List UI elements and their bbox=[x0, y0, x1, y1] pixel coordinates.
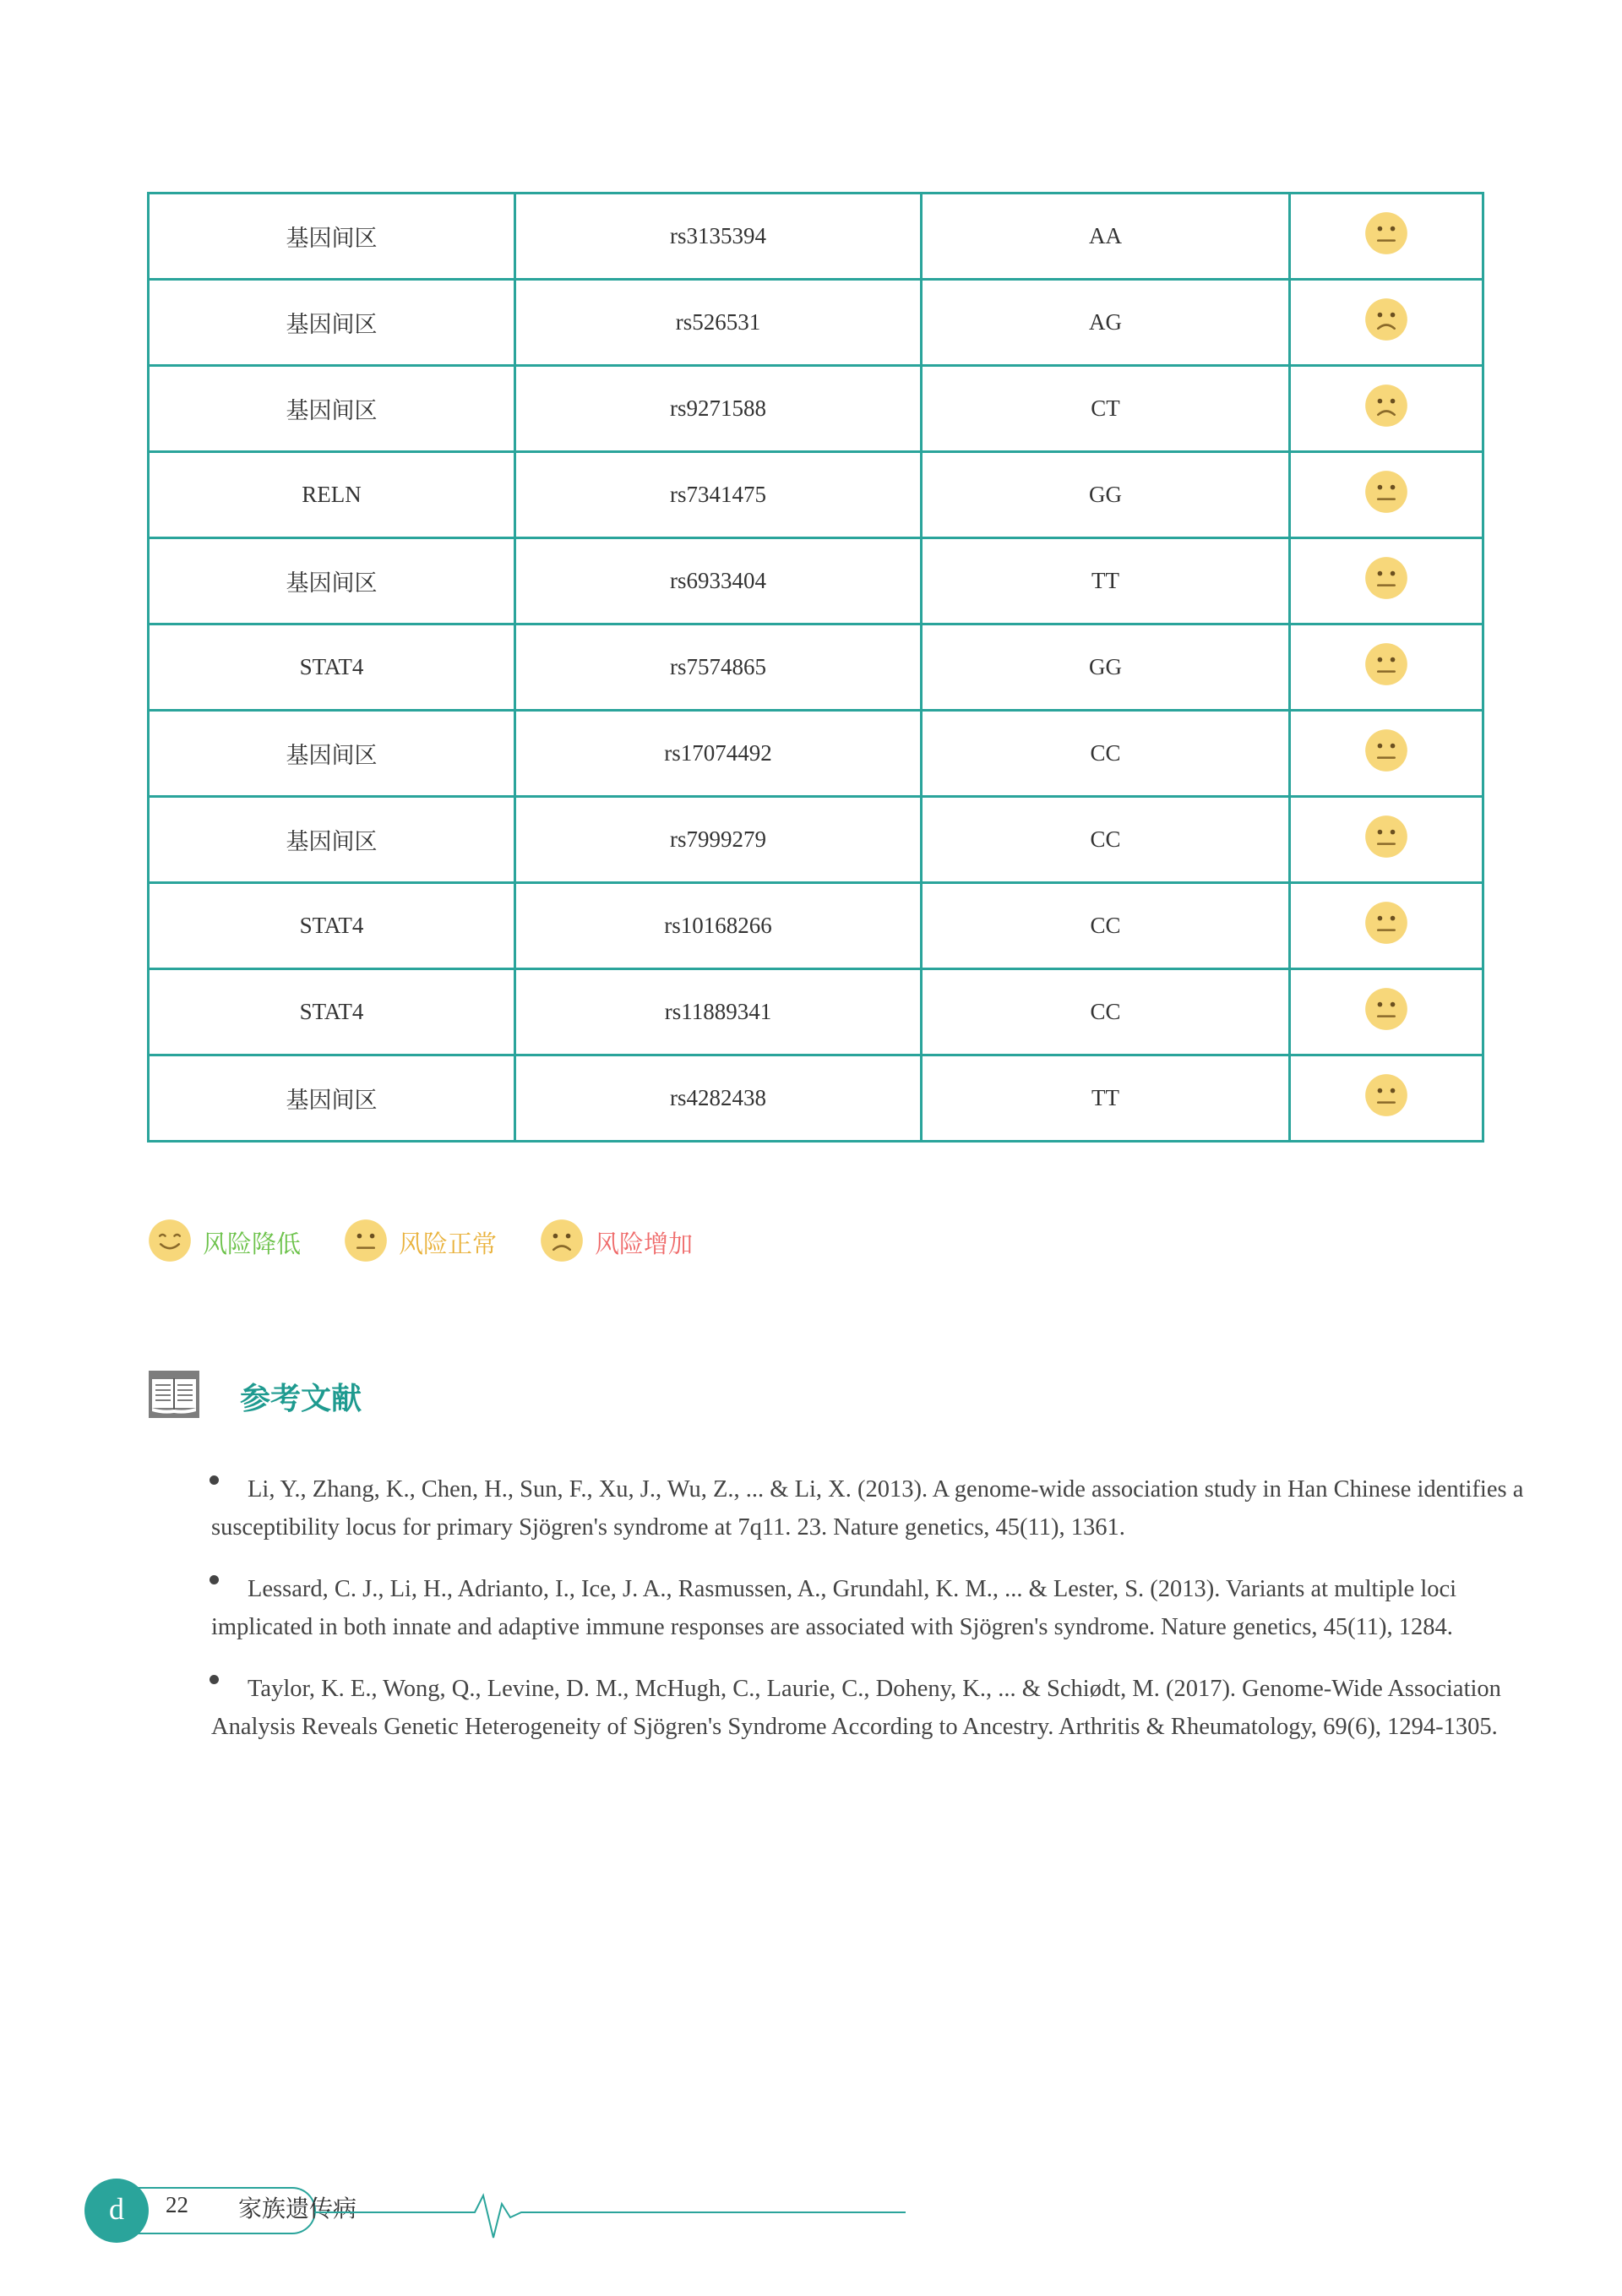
bullet-icon bbox=[210, 1475, 219, 1485]
genotype-cell: TT bbox=[922, 1055, 1290, 1142]
table-row bbox=[149, 1055, 1483, 1142]
risk-cell bbox=[1290, 452, 1483, 538]
snp-table-body bbox=[149, 194, 1483, 1142]
gene-name: 基因间区 bbox=[286, 1088, 378, 1114]
gene-cell bbox=[149, 366, 515, 452]
gene-name: 基因间区 bbox=[286, 743, 378, 769]
genotype-cell: CC bbox=[922, 711, 1290, 797]
neutral-face-icon bbox=[1363, 641, 1409, 693]
snp-id-cell: rs4282438 bbox=[515, 1055, 922, 1142]
footer-badge: d bbox=[84, 2179, 149, 2243]
references-header bbox=[149, 1371, 362, 1422]
snp-id-cell: rs10168266 bbox=[515, 883, 922, 969]
reference-text: Li, Y., Zhang, K., Chen, H., Sun, F., Xu, J., Wu, Z., ... & Li, X. (2013). A genome-wide association study in Han Chinese identifies a susceptibility locus for primary Sjögren's syndrome at 7q11. 23. Nature genetics, 45(11), 1361. bbox=[211, 1476, 1524, 1541]
book-icon bbox=[149, 1371, 199, 1422]
legend-label-high: 风险增加 bbox=[595, 1229, 694, 1258]
risk-legend bbox=[147, 1217, 735, 1268]
gene-name: 基因间区 bbox=[286, 312, 378, 338]
genotype-cell: AA bbox=[922, 194, 1290, 280]
gene-cell bbox=[149, 624, 515, 711]
risk-cell bbox=[1290, 883, 1483, 969]
gene-cell bbox=[149, 280, 515, 366]
bullet-icon bbox=[210, 1675, 219, 1684]
gene-name: STAT4 bbox=[299, 913, 364, 938]
page-number: 22 bbox=[166, 2192, 188, 2217]
gene-cell bbox=[149, 797, 515, 883]
table-row bbox=[149, 452, 1483, 538]
neutral-face-icon bbox=[1363, 210, 1409, 262]
genotype-cell: CC bbox=[922, 883, 1290, 969]
sad-face-icon bbox=[539, 1218, 585, 1268]
gene-cell bbox=[149, 1055, 515, 1142]
legend-item-high bbox=[539, 1218, 693, 1268]
table-row bbox=[149, 538, 1483, 624]
page-footer bbox=[84, 2179, 845, 2246]
reference-text: Lessard, C. J., Li, H., Adrianto, I., Ice, J. A., Rasmussen, A., Grundahl, K. M., ... & Lester, S. (2013). Variants at multiple loci implicated in both innate and adaptive immune responses are associated with Sjögren's syndrome. Nature genetics, 45(11), 1284. bbox=[211, 1576, 1457, 1640]
neutral-face-icon bbox=[1363, 814, 1409, 865]
table-row bbox=[149, 797, 1483, 883]
snp-id-cell: rs6933404 bbox=[515, 538, 922, 624]
legend-label-low: 风险降低 bbox=[203, 1229, 302, 1258]
reference-item bbox=[211, 1570, 1529, 1646]
risk-cell bbox=[1290, 1055, 1483, 1142]
legend-item-normal bbox=[343, 1218, 497, 1268]
reference-item bbox=[211, 1670, 1529, 1746]
legend-item-low bbox=[147, 1218, 301, 1268]
risk-cell bbox=[1290, 797, 1483, 883]
table-row bbox=[149, 366, 1483, 452]
risk-cell bbox=[1290, 366, 1483, 452]
snp-id-cell: rs11889341 bbox=[515, 969, 922, 1055]
snp-id-cell: rs3135394 bbox=[515, 194, 922, 280]
neutral-face-icon bbox=[1363, 1072, 1409, 1124]
snp-id-cell: rs9271588 bbox=[515, 366, 922, 452]
gene-cell bbox=[149, 538, 515, 624]
bullet-icon bbox=[210, 1575, 219, 1584]
genotype-cell: CT bbox=[922, 366, 1290, 452]
gene-cell bbox=[149, 194, 515, 280]
gene-cell bbox=[149, 969, 515, 1055]
table-row bbox=[149, 624, 1483, 711]
risk-cell bbox=[1290, 280, 1483, 366]
neutral-face-icon bbox=[1363, 469, 1409, 521]
neutral-face-icon bbox=[1363, 555, 1409, 607]
heartbeat-line-icon bbox=[314, 2179, 906, 2246]
gene-name: 基因间区 bbox=[286, 398, 378, 424]
neutral-face-icon bbox=[343, 1218, 389, 1268]
gene-name: 基因间区 bbox=[286, 226, 378, 252]
neutral-face-icon bbox=[1363, 900, 1409, 952]
neutral-face-icon bbox=[1363, 728, 1409, 779]
gene-cell bbox=[149, 883, 515, 969]
genotype-cell: CC bbox=[922, 797, 1290, 883]
gene-cell bbox=[149, 711, 515, 797]
table-row bbox=[149, 969, 1483, 1055]
risk-cell bbox=[1290, 194, 1483, 280]
genotype-cell: TT bbox=[922, 538, 1290, 624]
genotype-cell: CC bbox=[922, 969, 1290, 1055]
snp-table bbox=[147, 192, 1484, 1143]
snp-id-cell: rs7999279 bbox=[515, 797, 922, 883]
sad-face-icon bbox=[1363, 383, 1409, 434]
genotype-cell: AG bbox=[922, 280, 1290, 366]
gene-name: STAT4 bbox=[299, 999, 364, 1024]
snp-id-cell: rs7341475 bbox=[515, 452, 922, 538]
table-row bbox=[149, 194, 1483, 280]
risk-cell bbox=[1290, 969, 1483, 1055]
snp-id-cell: rs526531 bbox=[515, 280, 922, 366]
references-list bbox=[211, 1470, 1529, 1770]
footer-title: 家族遗传病 bbox=[238, 2195, 357, 2222]
risk-cell bbox=[1290, 538, 1483, 624]
gene-name: 基因间区 bbox=[286, 829, 378, 855]
risk-cell bbox=[1290, 711, 1483, 797]
gene-name: STAT4 bbox=[299, 654, 364, 679]
gene-cell bbox=[149, 452, 515, 538]
snp-id-cell: rs17074492 bbox=[515, 711, 922, 797]
neutral-face-icon bbox=[1363, 986, 1409, 1038]
reference-item bbox=[211, 1470, 1529, 1546]
gene-name: 基因间区 bbox=[286, 570, 378, 597]
gene-name: RELN bbox=[302, 482, 362, 507]
legend-label-normal: 风险正常 bbox=[399, 1229, 498, 1258]
smile-face-icon bbox=[147, 1218, 193, 1268]
snp-id-cell: rs7574865 bbox=[515, 624, 922, 711]
table-row bbox=[149, 280, 1483, 366]
references-title: 参考文献 bbox=[240, 1382, 362, 1416]
table-row bbox=[149, 711, 1483, 797]
sad-face-icon bbox=[1363, 297, 1409, 348]
table-row bbox=[149, 883, 1483, 969]
reference-text: Taylor, K. E., Wong, Q., Levine, D. M., McHugh, C., Laurie, C., Doheny, K., ... & Schiødt, M. (2017). Genome-Wide Association Analysis Reveals Genetic Heterogeneity of Sjögren's Syndrome According to Ancestry. Arthritis & Rheumatology, 69(6), 1294-1305. bbox=[211, 1676, 1501, 1740]
risk-cell bbox=[1290, 624, 1483, 711]
genotype-cell: GG bbox=[922, 452, 1290, 538]
genotype-cell: GG bbox=[922, 624, 1290, 711]
